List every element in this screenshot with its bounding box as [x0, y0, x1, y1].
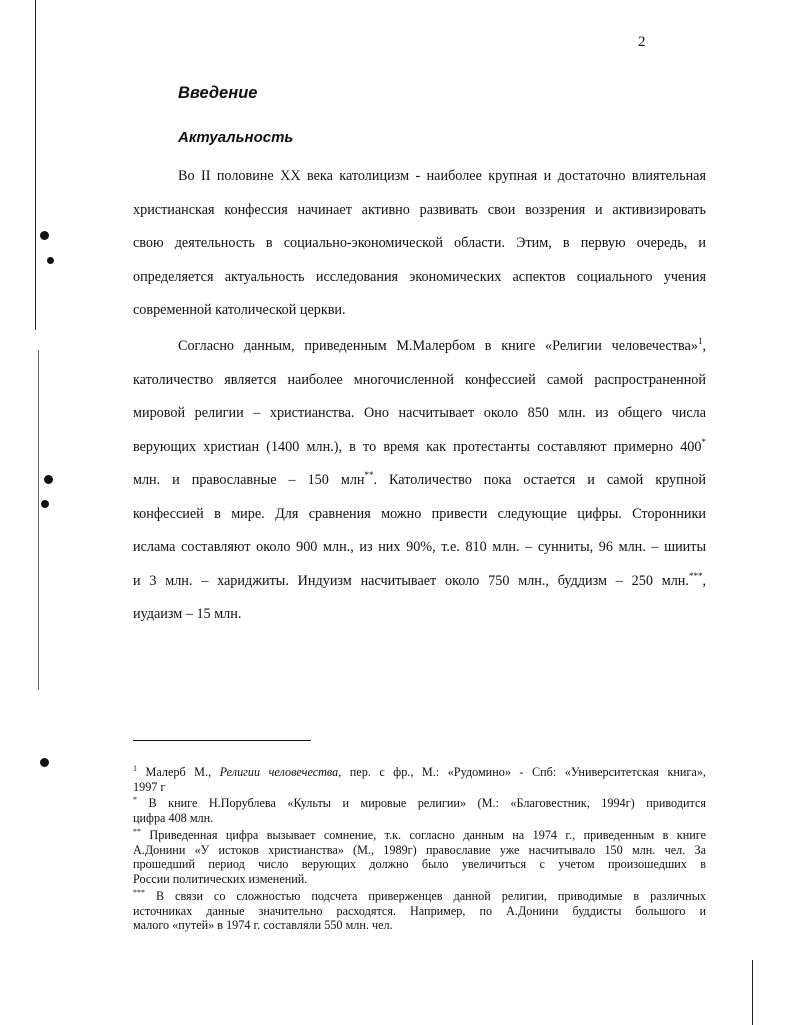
paragraph-line: христианская конфессия начинает активно развивать свои воззрения и активизировать: [133, 201, 706, 218]
paragraph-line: млн. и православные – 150 млн**. Католичество пока остается и самой крупной: [133, 470, 706, 488]
footnote-line: А.Донини «У истоков христианства» (М., 1989г) православие уже насчитывало 150 млн. чел. За: [133, 842, 706, 857]
paragraph-line: и 3 млн. – хариджиты. Индуизм насчитывает около 750 млн., буддизм – 250 млн.***,: [133, 570, 706, 589]
footnote-ref[interactable]: **: [364, 470, 374, 480]
scan-punch-dot: [40, 231, 49, 240]
footnote-ref[interactable]: 1: [697, 336, 703, 346]
footnote-1: [133, 765, 706, 794]
page-number: 2: [638, 34, 646, 50]
paragraph-line: определяется актуальность исследования экономических аспектов социального учения: [133, 268, 706, 285]
paragraph-line: свою деятельность в социально-экономической области. Этим, в первую очередь, и: [133, 235, 706, 251]
paragraph-line: современной католической церкви.: [133, 302, 346, 318]
footnote-4: [133, 889, 706, 933]
paragraph-line: верующих христиан (1400 млн.), в то время как протестанты составляют примерно 400*: [133, 436, 706, 455]
paragraph-relevance: [133, 160, 706, 328]
footnote-ref[interactable]: *: [701, 436, 706, 447]
paragraph-line: конфессией в мире. Для сравнения можно привести следующие цифры. Сторонники: [133, 505, 706, 522]
scan-edge-line-right: [752, 960, 753, 1025]
footnote-line: прошедший период число верующих должно было увеличиться с учетом произошедших в: [133, 857, 706, 872]
section-subtitle: Актуальность: [178, 129, 294, 146]
paragraph-line: католичество является наиболее многочисленной конфессией самой распространенной: [133, 371, 706, 388]
scan-punch-dot: [40, 758, 49, 767]
paragraph-line: ислама составляют около 900 млн., из них 90%, т.е. 810 млн. – сунниты, 96 млн. – шииты: [133, 539, 706, 555]
footnote-line: источниках данные значительно расходятся. Например, по А.Донини буддисты большого и: [133, 903, 706, 918]
footnote-separator: [133, 740, 311, 741]
paragraph-line: Согласно данным, приведенным М.Малербом в книге «Религии человечества»$^1$,: [178, 336, 706, 354]
footnote-3: [133, 828, 706, 886]
footnote-line: России политических изменений.: [133, 871, 308, 886]
scan-punch-dot: [41, 500, 49, 508]
scan-edge-line-left-lower: [38, 350, 39, 690]
footnote-2: [133, 796, 706, 825]
footnote-line: малого «путей» в 1974 г. составляли 550 млн. чел.: [133, 918, 393, 933]
scan-punch-dot: [47, 257, 54, 264]
footnote-line: $^1$ Малерб М., Религии человечества, пер. с фр., М.: «Рудомино» - Спб: «Университетская книга»,: [133, 764, 706, 779]
footnote-line: ** Приведенная цифра вызывает сомнение, т.к. согласно данным на 1974 г., приведенным в книге: [133, 827, 706, 842]
scan-punch-dot: [44, 475, 53, 484]
paragraph-line: мировой религии – христианства. Оно насчитывает около 850 млн. из общего числа: [133, 405, 706, 421]
section-title: Введение: [178, 84, 258, 102]
footnote-line: цифра 408 млн.: [133, 810, 214, 825]
footnote-ref[interactable]: ***: [688, 570, 703, 581]
paragraph-line: иудаизм – 15 млн.: [133, 606, 242, 622]
scan-edge-line-left: [35, 0, 36, 330]
footnote-line: * В книге Н.Порублева «Культы и мировые религии» (М.: «Благовестник, 1994г) приводится: [133, 795, 706, 810]
paragraph-statistics: [133, 330, 706, 632]
paragraph-line: Во II половине XX века католицизм - наиболее крупная и достаточно влиятельная: [178, 168, 706, 184]
footnote-line: 1997 г: [133, 779, 166, 794]
footnote-line: *** В связи со сложностью подсчета приверженцев данной религии, приводимые в различных: [133, 888, 706, 903]
